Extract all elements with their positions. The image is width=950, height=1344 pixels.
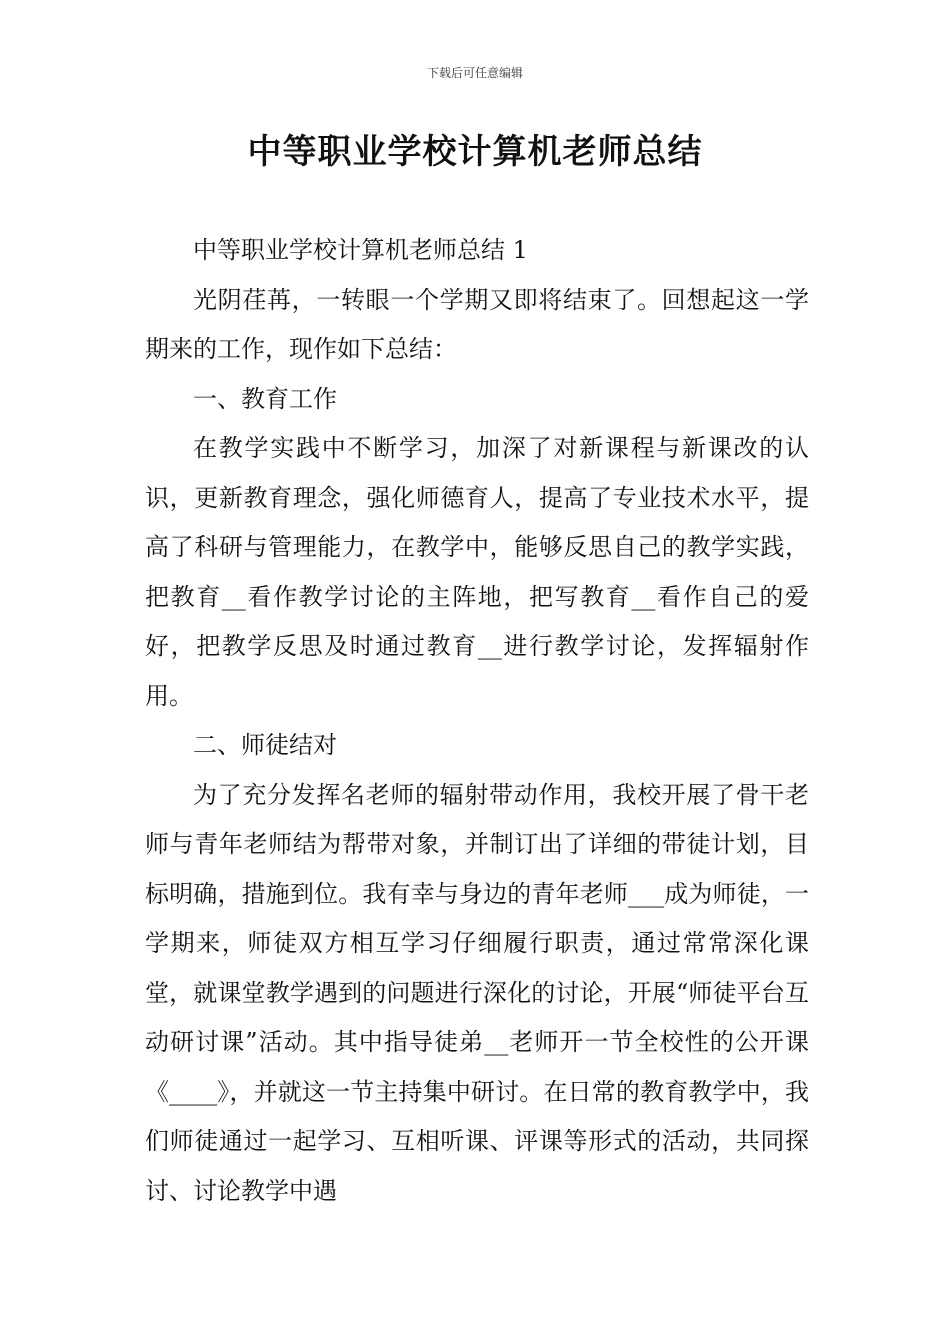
- document-title: 中等职业学校计算机老师总结: [247, 132, 703, 172]
- mentoring-paragraph: 为了充分发挥名老师的辐射带动作用，我校开展了骨干老师与青年老师结为帮带对象，并制订出了详细的带徒计划，目标明确，措施到位。我有幸与身边的青年老师___成为师徒，一学期来，师徒双方相互学习仔细履行职责，通过常常深化课堂，就课堂教学遇到的问题进行深化的讨论，开展“师徒平台互动研讨课”活动。其中指导徒弟__老师开一节全校性的公开课《____》，并就这一节主持集中研讨。在日常的教育教学中，我们师徒通过一起学习、互相听课、评课等形式的活动，共同探讨、讨论教学中遇: [145, 780, 809, 1205]
- education-paragraph: 在教学实践中不断学习，加深了对新课程与新课改的认识，更新教育理念，强化师德育人，提高了专业技术水平，提高了科研与管理能力，在教学中，能够反思自己的教学实践，把教育__看作教学讨论的主阵地，把写教育__看作自己的爱好，把教学反思及时通过教育__进行教学讨论，发挥辐射作用。: [145, 434, 809, 710]
- subtitle-paragraph: 中等职业学校计算机老师总结 1: [193, 236, 528, 264]
- document-body: [145, 226, 809, 1216]
- section-heading-education: 一、教育工作: [193, 384, 337, 413]
- section-heading-mentoring: 二、师徒结对: [193, 731, 337, 759]
- header-note: 下载后可任意编辑: [426, 66, 523, 80]
- intro-paragraph: 光阴荏苒，一转眼一个学期又即将结束了。回想起这一学期来的工作，现作如下总结：: [145, 285, 809, 363]
